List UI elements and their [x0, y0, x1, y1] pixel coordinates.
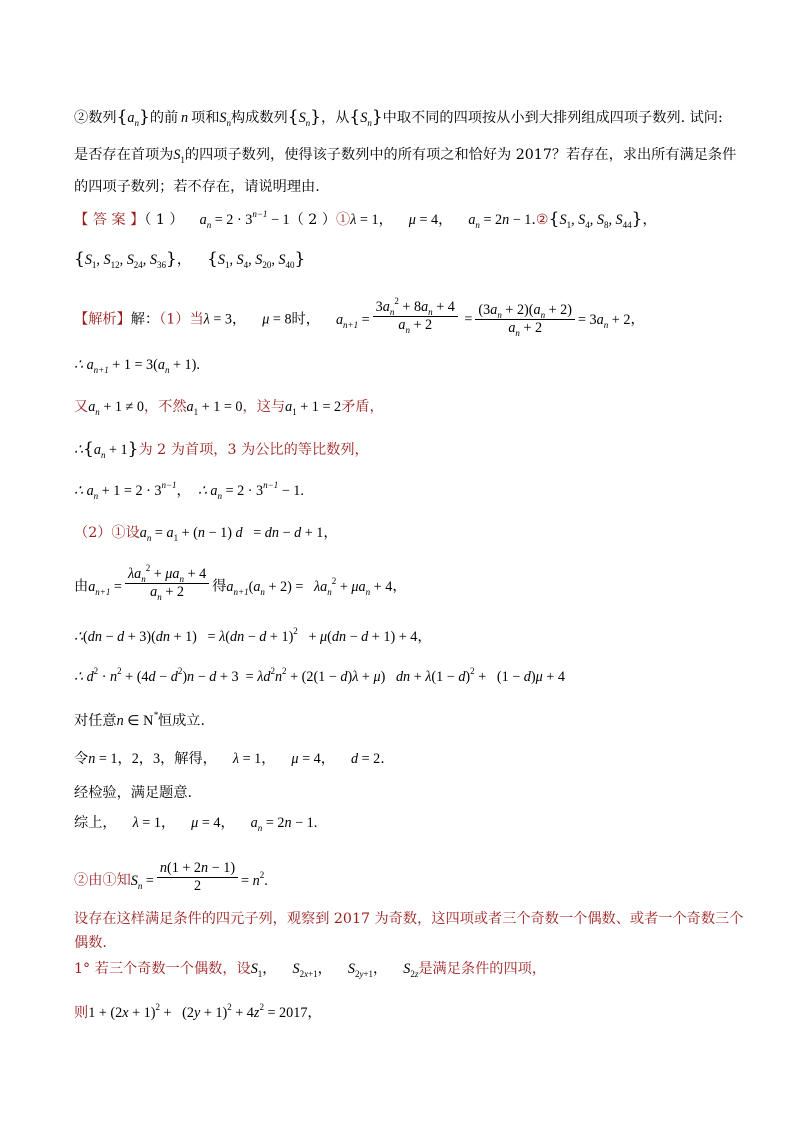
analysis-line-6: （2）①设$a_n = a_1 + (n - 1) d$ = dn − d + 1， [74, 525, 338, 543]
analysis-line-8: ∴(dn − d + 3)(dn + 1) = λ(dn − d + 1)$^2$ + μ(dn − d + 1) + 4， [74, 626, 432, 645]
question-line-2: 是否存在首项为$S_1$的四项子数列，使得该子数列中的所有项之和恰好为 2017？若存在，求出所有满足条件 [74, 147, 737, 165]
analysis-line-16: 偶数. [74, 935, 107, 951]
question-line-1: ②数列$\{a_n\}$的前 n 项和$S_n$构成数列$\{S_n\}$，从$\{S_n\}$中取不同的四项按从小到大排列组成四项子数列. 试问: [74, 107, 723, 128]
analysis-line-3: 又$a_n + 1 \ne 0$，不然$a_1 + 1 = 0$，这与$a_1 + 1 = 2$矛盾， [74, 399, 384, 417]
answer-line-2: {$S_1$, $S_{12}$, $S_{24}$, $S_{36}$}， {$S_1$, $S_4$, $S_{20}$, $S_{40}$} [74, 249, 306, 270]
analysis-line-17: 1° 若三个奇数一个偶数，设$S_1$， $S_{2x+1}$， $S_{2y+1}$， $S_{2z}$是满足条件的四项， [74, 961, 547, 979]
analysis-line-2: ∴ $a_{n+1} + 1 = 3(a_n + 1)$. [74, 357, 200, 375]
answer-line-1: 【 答 案 】（ 1 ） $a_n = 2 \cdot 3^{n-1} - 1$（ 2 ）①λ = 1， μ = 4， $a_n = 2n$ − $1.②\{S_1$, $S_4$, $S_8$, $S_{44}$}， [74, 209, 657, 230]
analysis-line-12: 经检验，满足题意. [74, 785, 193, 801]
analysis-line-4: $\therefore\{a_n + 1\}$为 2 为首项，3 为公比的等比数列， [74, 439, 369, 460]
analysis-line-13: 综上， λ = 1， μ = 4， $a_n = 2n - 1$. [74, 815, 318, 833]
analysis-line-5: ∴ $a_n + 1 = 2 \cdot 3^{n-1}$， ∴ $a_n = 2 \cdot 3^{n-1} - 1$. [74, 480, 304, 501]
analysis-line-10: 对任意n ∈ N*恒成立. [74, 710, 205, 729]
analysis-line-9: ∴ $d^2 \cdot n^2 + (4d - d^2)n - d + 3 = \lambda d^2n^2 + (2(1 - d)\lambda + \mu)$ dn + $\lambda(1 - d)^2 + (1 - d)\mu + 4$ [74, 666, 565, 685]
analysis-line-15: 设存在这样满足条件的四元子列，观察到 2017 为奇数，这四项或者三个奇数一个偶数、或者一个奇数三个 [74, 911, 744, 927]
analysis-line-18: 则$1 + (2x + 1)^2 + (2y + 1)^2 + 4z^2 = 2017$， [74, 1002, 322, 1021]
analysis-line-1: 【解析】解：（1）当λ = 3， μ = 8时， $a_{n+1}$ = $\frac{3a_n^2 + 8a_n + 4}{a_n + 2}$ = $\frac{(3a_n + 2)(a_n + 2)}{a_n + 2}$ = $3a_n + 2$， [74, 296, 645, 338]
question-line-3: 的四项子数列；若不存在，请说明理由. [74, 179, 320, 195]
analysis-line-11: 令n = 1，2，3，解得， λ = 1， μ = 4， d = 2. [74, 751, 385, 767]
analysis-line-14: ②由①知$S_n$ = $\frac{n(1 + 2n - 1)}{2}$ = $n^2$. [74, 860, 268, 894]
analysis-line-7: 由$a_{n+1}$ = $\frac{\lambda a_n^2 + \mu a_n + 4}{a_n + 2}$ 得$a_{n+1}(a_n + 2) = \lambda a_n^2 + \mu a_n + 4$， [74, 563, 407, 602]
